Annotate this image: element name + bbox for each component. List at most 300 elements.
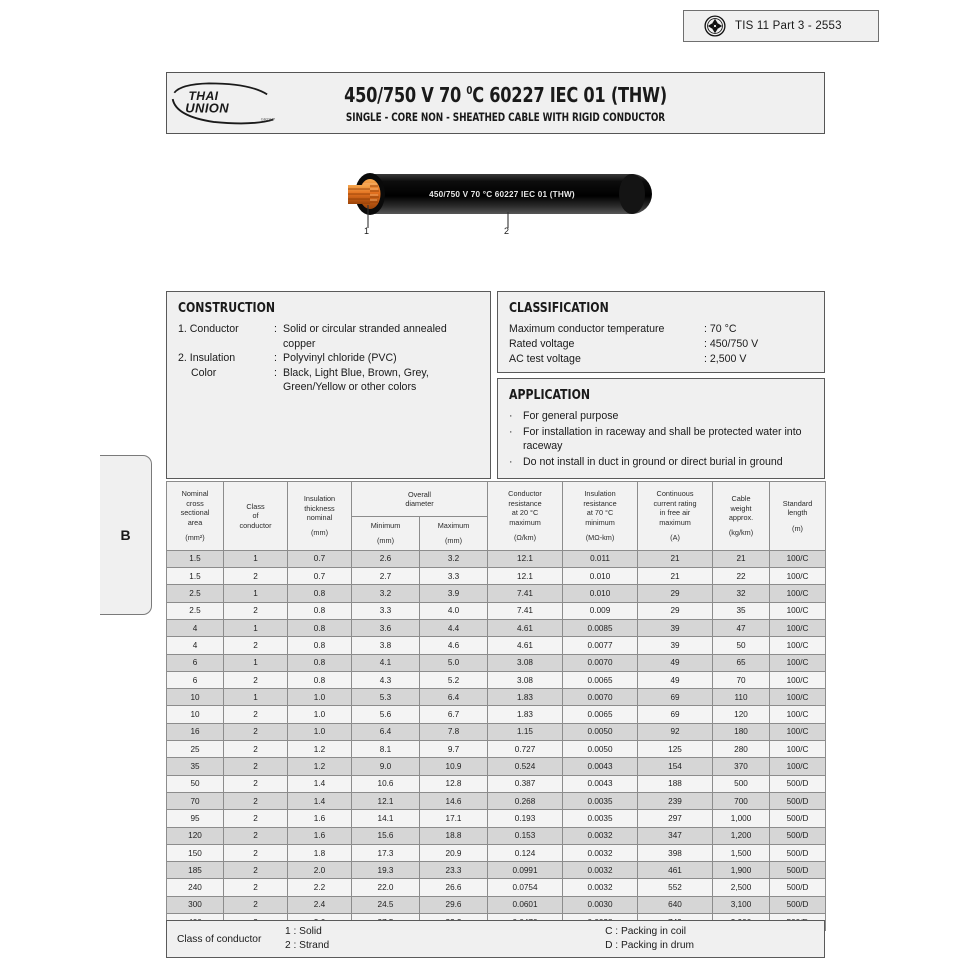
- th-continuous-current-rating: [638, 482, 713, 551]
- table-cell: 150: [167, 844, 224, 861]
- table-cell: 4.61: [488, 620, 563, 637]
- table-cell: 300: [167, 896, 224, 913]
- table-cell: 1: [224, 585, 288, 602]
- table-cell: 0.8: [288, 620, 352, 637]
- table-cell: 29: [638, 602, 713, 619]
- table-cell: 552: [638, 879, 713, 896]
- table-cell: 2: [224, 827, 288, 844]
- table-cell: 6.4: [352, 723, 420, 740]
- table-cell: 3.8: [352, 637, 420, 654]
- table-cell: 3.3: [352, 602, 420, 619]
- table-cell: 0.153: [488, 827, 563, 844]
- table-row: [167, 827, 826, 844]
- classification-key: AC test voltage: [509, 353, 581, 365]
- table-cell: 69: [638, 706, 713, 723]
- table-cell: 1: [224, 550, 288, 567]
- section-tab-label: B: [120, 527, 131, 543]
- table-cell: 7.41: [488, 585, 563, 602]
- classification-title: CLASSIFICATION: [509, 300, 609, 316]
- table-cell: 69: [638, 689, 713, 706]
- table-cell: 2: [224, 602, 288, 619]
- table-row: [167, 862, 826, 879]
- legend-line: 1 : Solid: [285, 926, 322, 937]
- table-cell: 4.61: [488, 637, 563, 654]
- table-cell: 100/C: [770, 637, 826, 654]
- table-row: [167, 550, 826, 567]
- table-cell: 2: [224, 775, 288, 792]
- bullet-icon: ·: [509, 410, 513, 422]
- th-line: maximum: [659, 517, 691, 527]
- table-cell: 0.8: [288, 671, 352, 688]
- table-cell: 2: [224, 758, 288, 775]
- table-cell: 297: [638, 810, 713, 827]
- table-cell: 2: [224, 810, 288, 827]
- table-cell: 2.5: [167, 602, 224, 619]
- table-header: [167, 482, 826, 551]
- legend-line: C : Packing in coil: [605, 926, 687, 937]
- table-cell: 4.4: [420, 620, 488, 637]
- table-cell: 7.41: [488, 602, 563, 619]
- th-line: Maximum: [437, 521, 470, 530]
- table-row: [167, 620, 826, 637]
- page-title-pre: 450/750 V 70: [344, 82, 467, 107]
- table-cell: 8.1: [352, 741, 420, 758]
- table-cell: 1.0: [288, 723, 352, 740]
- table-cell: 700: [713, 792, 770, 809]
- th-overall-diameter-maximum: [420, 517, 488, 551]
- table-cell: 70: [167, 792, 224, 809]
- th-line: Nominal: [181, 489, 209, 499]
- th-line: resistance: [583, 498, 617, 508]
- table-row: [167, 741, 826, 758]
- table-cell: 100/C: [770, 758, 826, 775]
- table-cell: 3.9: [420, 585, 488, 602]
- thai-union-logo: [167, 73, 287, 133]
- callout-label-2: 2: [504, 226, 510, 236]
- table-cell: 39: [638, 637, 713, 654]
- table-cell: 5.3: [352, 689, 420, 706]
- table-cell: 17.1: [420, 810, 488, 827]
- construction-key: [178, 380, 274, 395]
- table-cell: 35: [713, 602, 770, 619]
- table-cell: 1.2: [288, 758, 352, 775]
- table-cell: 0.0065: [563, 671, 638, 688]
- table-cell: 12.1: [488, 550, 563, 567]
- th-cable-weight: [713, 482, 770, 551]
- table-cell: 23.3: [420, 862, 488, 879]
- table-cell: 0.0991: [488, 862, 563, 879]
- th-line: Insulation: [584, 489, 616, 499]
- page-title-post: C 60227 IEC 01 (THW): [472, 82, 667, 107]
- table-cell: 3.2: [420, 550, 488, 567]
- application-bullet: [509, 409, 813, 424]
- table-cell: 29.6: [420, 896, 488, 913]
- table-cell: 21: [638, 550, 713, 567]
- table-cell: 370: [713, 758, 770, 775]
- table-cell: 10: [167, 706, 224, 723]
- table-cell: 92: [638, 723, 713, 740]
- table-cell: 500/D: [770, 775, 826, 792]
- table-cell: 100/C: [770, 723, 826, 740]
- table-cell: 2.2: [288, 879, 352, 896]
- table-cell: 3.08: [488, 654, 563, 671]
- classification-row: [509, 337, 813, 352]
- table-cell: 1.2: [288, 741, 352, 758]
- table-cell: 0.193: [488, 810, 563, 827]
- table-cell: 14.1: [352, 810, 420, 827]
- table-cell: 1: [224, 689, 288, 706]
- table-cell: 0.387: [488, 775, 563, 792]
- cable-specification-table: [166, 481, 826, 931]
- table-cell: 461: [638, 862, 713, 879]
- table-cell: 49: [638, 654, 713, 671]
- construction-row: [178, 351, 479, 366]
- construction-key: Color: [191, 366, 217, 379]
- tis-standard-logo-icon: [704, 15, 726, 37]
- table-cell: 12.1: [352, 792, 420, 809]
- svg-text:UNION: UNION: [185, 100, 230, 116]
- construction-sep: :: [274, 366, 277, 379]
- table-cell: 18.8: [420, 827, 488, 844]
- tis-standard-badge: [683, 10, 879, 42]
- construction-row: [178, 380, 479, 395]
- table-row: [167, 775, 826, 792]
- th-line: approx.: [728, 512, 754, 522]
- table-cell: 35: [167, 758, 224, 775]
- table-cell: 100/C: [770, 568, 826, 585]
- table-cell: 2: [224, 741, 288, 758]
- table-cell: 100/C: [770, 602, 826, 619]
- page-title: [313, 83, 698, 107]
- th-unit: (Ω/km): [513, 533, 537, 543]
- table-cell: 16: [167, 723, 224, 740]
- cable-cross-section-figure: [340, 160, 680, 240]
- construction-value: Polyvinyl chloride (PVC): [283, 352, 397, 365]
- th-line: Conductor: [508, 489, 542, 499]
- table-cell: 0.0065: [563, 706, 638, 723]
- table-cell: 0.524: [488, 758, 563, 775]
- table-cell: 0.011: [563, 550, 638, 567]
- table-cell: 2,500: [713, 879, 770, 896]
- construction-sep: :: [274, 352, 277, 365]
- legend-packing: [605, 925, 824, 953]
- table-cell: 6: [167, 654, 224, 671]
- th-line: at 20 °C: [511, 508, 539, 518]
- table-cell: 6: [167, 671, 224, 688]
- th-line: area: [187, 517, 203, 527]
- table-cell: 0.7: [288, 568, 352, 585]
- table-cell: 2: [224, 671, 288, 688]
- table-cell: 0.010: [563, 585, 638, 602]
- table-cell: 0.8: [288, 637, 352, 654]
- table-cell: 0.0077: [563, 637, 638, 654]
- table-cell: 0.727: [488, 741, 563, 758]
- th-conductor-resistance: [488, 482, 563, 551]
- table-cell: 0.0601: [488, 896, 563, 913]
- table-row: [167, 844, 826, 861]
- legend-conductor-class: [285, 925, 329, 953]
- bullet-icon: ·: [509, 455, 513, 468]
- table-cell: 1,000: [713, 810, 770, 827]
- table-cell: 0.0050: [563, 741, 638, 758]
- table-cell: 120: [167, 827, 224, 844]
- table-cell: 0.0035: [563, 792, 638, 809]
- table-cell: 100/C: [770, 550, 826, 567]
- th-line: Insulation: [303, 494, 336, 504]
- table-cell: 1.83: [488, 706, 563, 723]
- table-cell: 50: [713, 637, 770, 654]
- th-overall-diameter-minimum: [352, 517, 420, 551]
- bullet-icon: ·: [509, 425, 513, 438]
- table-cell: 6.4: [420, 689, 488, 706]
- th-standard-length: [770, 482, 826, 551]
- th-insulation-thickness-nominal: [288, 482, 352, 551]
- table-cell: 2: [224, 792, 288, 809]
- table-cell: 1.4: [288, 792, 352, 809]
- table-cell: 2: [224, 896, 288, 913]
- svg-text:GROUP: GROUP: [260, 116, 276, 122]
- table-cell: 32: [713, 585, 770, 602]
- table-cell: 1.6: [288, 810, 352, 827]
- table-cell: 3.2: [352, 585, 420, 602]
- table-row: [167, 706, 826, 723]
- construction-value: Solid or circular stranded annealed copper: [283, 323, 447, 350]
- th-line: Standard: [782, 498, 813, 508]
- th-unit: (mm): [444, 536, 463, 546]
- table-cell: 22.0: [352, 879, 420, 896]
- th-class-of-conductor: [224, 482, 288, 551]
- table-cell: 0.0070: [563, 654, 638, 671]
- application-panel: [497, 378, 825, 479]
- table-cell: 65: [713, 654, 770, 671]
- table-cell: 14.6: [420, 792, 488, 809]
- table-cell: 100/C: [770, 585, 826, 602]
- table-cell: 10.6: [352, 775, 420, 792]
- table-cell: 19.3: [352, 862, 420, 879]
- table-cell: 0.0032: [563, 879, 638, 896]
- th-line: thickness: [304, 503, 335, 513]
- table-cell: 1: [224, 654, 288, 671]
- th-unit: (A): [670, 533, 680, 543]
- table-cell: 1.8: [288, 844, 352, 861]
- table-cell: 17.3: [352, 844, 420, 861]
- table-cell: 20.9: [420, 844, 488, 861]
- table-cell: 3.6: [352, 620, 420, 637]
- table-cell: 100/C: [770, 620, 826, 637]
- table-cell: 1.83: [488, 689, 563, 706]
- classification-row: [509, 352, 813, 367]
- table-cell: 1,500: [713, 844, 770, 861]
- table-row: [167, 654, 826, 671]
- table-cell: 398: [638, 844, 713, 861]
- table-cell: 12.1: [488, 568, 563, 585]
- table-cell: 1,900: [713, 862, 770, 879]
- table-cell: 5.2: [420, 671, 488, 688]
- table-cell: 1.5: [167, 550, 224, 567]
- page-subtitle: SINGLE - CORE NON - SHEATHED CABLE WITH RIGID CONDUCTOR: [345, 109, 666, 124]
- table-cell: 2: [224, 879, 288, 896]
- table-cell: 2.0: [288, 862, 352, 879]
- th-line: at 70 °C: [586, 508, 614, 518]
- th-line: current rating: [653, 498, 697, 508]
- table-cell: 500/D: [770, 792, 826, 809]
- construction-row: [178, 366, 479, 381]
- table-cell: 347: [638, 827, 713, 844]
- table-cell: 2.4: [288, 896, 352, 913]
- table-cell: 0.124: [488, 844, 563, 861]
- th-line: in free air: [659, 508, 691, 518]
- table-cell: 95: [167, 810, 224, 827]
- table-cell: 1,200: [713, 827, 770, 844]
- table-cell: 500/D: [770, 879, 826, 896]
- table-cell: 15.6: [352, 827, 420, 844]
- table-cell: 240: [167, 879, 224, 896]
- table-cell: 12.8: [420, 775, 488, 792]
- table-cell: 0.8: [288, 602, 352, 619]
- application-title: APPLICATION: [509, 387, 591, 403]
- table-cell: 1.5: [167, 568, 224, 585]
- table-cell: 26.6: [420, 879, 488, 896]
- table-cell: 0.0085: [563, 620, 638, 637]
- table-cell: 2.6: [352, 550, 420, 567]
- table-cell: 1: [224, 620, 288, 637]
- table-cell: 39: [638, 620, 713, 637]
- th-unit: (mm): [310, 528, 329, 538]
- product-title-bar: [166, 72, 825, 134]
- table-cell: 21: [713, 550, 770, 567]
- table-cell: 100/C: [770, 741, 826, 758]
- table-cell: 239: [638, 792, 713, 809]
- th-line: Minimum: [370, 521, 401, 530]
- table-cell: 500/D: [770, 844, 826, 861]
- table-cell: 10: [167, 689, 224, 706]
- table-cell: 640: [638, 896, 713, 913]
- th-unit: (MΩ-km): [585, 533, 615, 543]
- table-body: [167, 550, 826, 931]
- table-cell: 110: [713, 689, 770, 706]
- th-line: minimum: [585, 517, 615, 527]
- th-line: sectional: [180, 508, 210, 518]
- legend-label: Class of conductor: [177, 933, 262, 945]
- table-cell: 280: [713, 741, 770, 758]
- table-cell: 100/C: [770, 654, 826, 671]
- table-cell: 0.268: [488, 792, 563, 809]
- construction-title: CONSTRUCTION: [178, 300, 276, 316]
- classification-key: Rated voltage: [509, 338, 575, 350]
- table-cell: 2.7: [352, 568, 420, 585]
- table-cell: 154: [638, 758, 713, 775]
- construction-sep: :: [274, 323, 277, 335]
- table-cell: 2.5: [167, 585, 224, 602]
- table-row: [167, 723, 826, 740]
- th-line: Overall: [407, 489, 432, 499]
- table-cell: 0.0030: [563, 896, 638, 913]
- construction-key: 2. Insulation: [178, 352, 236, 365]
- table-cell: 0.0035: [563, 810, 638, 827]
- th-line: Class: [246, 501, 265, 511]
- construction-panel: [166, 291, 491, 479]
- table-cell: 500/D: [770, 862, 826, 879]
- table-cell: 2: [224, 723, 288, 740]
- table-cell: 2: [224, 844, 288, 861]
- th-unit: (mm): [376, 536, 395, 546]
- table-row: [167, 585, 826, 602]
- table-cell: 188: [638, 775, 713, 792]
- table-cell: 25: [167, 741, 224, 758]
- table-cell: 50: [167, 775, 224, 792]
- application-bullet: [509, 455, 813, 470]
- table-row: [167, 637, 826, 654]
- application-bullet-text: For installation in raceway and shall be protected water into raceway: [523, 425, 802, 453]
- table-cell: 0.0754: [488, 879, 563, 896]
- th-line: length: [787, 508, 808, 518]
- tis-standard-label: TIS 11 Part 3 - 2553: [735, 20, 842, 32]
- table-cell: 1.0: [288, 689, 352, 706]
- construction-sep: [274, 380, 283, 395]
- classification-value: : 450/750 V: [704, 338, 759, 350]
- table-row: [167, 671, 826, 688]
- table-cell: 22: [713, 568, 770, 585]
- table-cell: 185: [167, 862, 224, 879]
- th-line: Continuous: [656, 489, 694, 499]
- table-cell: 0.0043: [563, 775, 638, 792]
- table-cell: 1.4: [288, 775, 352, 792]
- table-cell: 1.0: [288, 706, 352, 723]
- page-title-degree: 0: [466, 83, 473, 97]
- table-cell: 2: [224, 568, 288, 585]
- section-tab-b[interactable]: [100, 455, 152, 615]
- callout-label-1: 1: [364, 226, 370, 236]
- application-bullet-text: For general purpose: [523, 410, 619, 422]
- table-cell: 6.7: [420, 706, 488, 723]
- th-unit: (m): [792, 523, 803, 533]
- table-row: [167, 879, 826, 896]
- table-cell: 2: [224, 706, 288, 723]
- table-cell: 70: [713, 671, 770, 688]
- table-cell: 100/C: [770, 671, 826, 688]
- table-cell: 100/C: [770, 689, 826, 706]
- table-cell: 4: [167, 637, 224, 654]
- table-cell: 2: [224, 862, 288, 879]
- classification-value: : 70 °C: [704, 323, 737, 335]
- th-line: conductor: [239, 520, 272, 530]
- construction-value: Green/Yellow or other colors: [283, 381, 417, 394]
- table-row: [167, 792, 826, 809]
- table-cell: 0.8: [288, 585, 352, 602]
- table-cell: 0.7: [288, 550, 352, 567]
- classification-value: : 2,500 V: [704, 353, 747, 365]
- table-cell: 4.1: [352, 654, 420, 671]
- table-cell: 5.6: [352, 706, 420, 723]
- table-cell: 3.08: [488, 671, 563, 688]
- table-cell: 0.0070: [563, 689, 638, 706]
- table-cell: 24.5: [352, 896, 420, 913]
- legend-line: D : Packing in drum: [605, 940, 694, 951]
- th-line: weight: [730, 503, 752, 513]
- table-row: [167, 810, 826, 827]
- table-cell: 4.3: [352, 671, 420, 688]
- table-cell: 9.7: [420, 741, 488, 758]
- th-line: resistance: [508, 498, 542, 508]
- th-line: maximum: [509, 517, 541, 527]
- th-insulation-resistance: [563, 482, 638, 551]
- construction-value: Black, Light Blue, Brown, Grey,: [283, 366, 429, 379]
- table-cell: 10.9: [420, 758, 488, 775]
- th-unit: (mm²): [185, 533, 205, 543]
- table-row: [167, 896, 826, 913]
- th-nominal-cross-sectional-area: [167, 482, 224, 551]
- table-row: [167, 758, 826, 775]
